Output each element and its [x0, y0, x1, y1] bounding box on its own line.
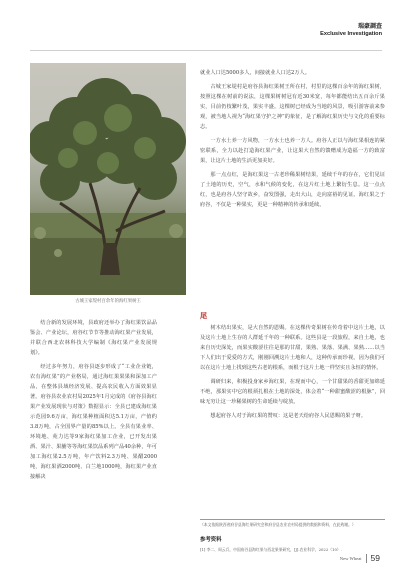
- references-heading: 参考资料: [200, 537, 222, 543]
- right-column-intro: [200, 68, 385, 214]
- header-rule: [30, 50, 382, 51]
- body-paragraph: 想起府谷人对于海红果的赞叹：这是老天给府谷人民恩赐的果子呀。: [210, 413, 367, 419]
- body-paragraph: 就业人口达5000多人，间接就业人口达2万人。: [200, 70, 310, 76]
- photo-caption: 古城王家堤村百余年的海红果树王: [75, 299, 141, 304]
- body-paragraph: 那一点点红，是海红果这一古老珍稀果树结果，延续千年的存在，它们见证了土地的历史，空气，水和气候的变化，在这片红土地上繁衍生息。这一点点红，也是府谷人坚守故乡，奋发图强，走出大山，走向富裕的见证。海红果之于府谷，不仅是一种果实，更是一种精神的传承和延续。: [200, 172, 385, 208]
- body-paragraph: 经过多年努力，府谷县逐步形成了“工业企业链，农有海红果”的产业格局，通过海红果果果和深加工产品，在整体县域经济发展、提高农民收入方面效果显著。府谷县农业农村局2025年1月完成的《府谷县海红果产业发展现状与对策》数据显示：全县已建成海红果示范园9.6万亩，海红果种植面积达5.1万亩，产值约3.8万吨，占全国界产量的85%以上。全县有果业率、环境地、苑力达等9家海红果加工企业，已开发出果酒、果汁、果脯等等海红果饮品系列产品40余种，年可加工海红果2.5万吨，年产饮料2.3万吨、果醋2000吨，海红果酒2000吨、白兰地1000吨，海红果产业直接解决: [30, 364, 157, 480]
- body-paragraph: 调研归来，积极投身家乡海红果，在现而中心，一个甘甜果的香甜更加绵延不绝，那果实中它的根须扎根在土地的深处，体会着“一种甜蜜酸涩的根脉”，回味无穷让这一珍稀果树的生命延续与绽放。: [200, 379, 385, 405]
- section-label-en: Exclusive Investigation: [320, 30, 382, 37]
- magazine-name: New Wheat: [339, 555, 362, 561]
- reference-item: [1] 李二、周云兵，中国府谷县海红果与西北果果研究，[J].农业科学，2022（10）.: [200, 547, 342, 552]
- footnote: （本文依据陕西省府谷县海红果研究会和府谷县农业农村局提供的数据和资料，在此致谢。）: [200, 522, 356, 527]
- body-paragraph: 结合新的发展环境，县政府还举办了海红果饮品品鉴会、产业论坛，府谷红节节等推动海红果产业发展，并联合西北农林科技大学编制《海红果产业发展规划》。: [30, 320, 157, 356]
- body-paragraph: 一方水土养一方风物，一方水土也养一方人。府谷人正以与海红果相连的紧密联系，全力以赴打造海红果产业，让这果大自然的馈赠成为造福一方的致富果，让这片土地的生活更加美好。: [200, 138, 385, 164]
- body-paragraph: 古城王家堤村是府谷县海红果树王所在村，村里的这棵百余年的海红果树，按照这棵在树前的说法，这棵果树树冠有近30米宽，每年都能结出五百余斤果实，目前仍枝繁叶茂，果实丰盛。这棵树已经成为当地的风景，吸引游客前来参观，被当地人视为“海红果守护之神”的象征，是了解海红果历史与文化的重要标志。: [200, 84, 385, 130]
- section-label-cn: 瑞豪調查: [357, 23, 382, 30]
- tree-photo: [30, 63, 186, 295]
- right-column-outro: [200, 323, 385, 425]
- page-header: [320, 24, 382, 37]
- page-footer: [340, 553, 380, 563]
- section-heading: 尾: [200, 312, 207, 320]
- left-column: [30, 318, 157, 486]
- page-number: 59: [370, 553, 380, 563]
- footer-divider: [366, 554, 367, 563]
- footnote-rule: [200, 519, 385, 520]
- body-paragraph: 树木结出果实，是大自然的恩赐。在这棵传奇果树在传奇着中这片土地，以及这片土地上生存的人群延千年的一种联系。这些县是一段旅程，来自土地，也来自历史深处，而果实酸涩往往是那的甘甜，果熟、果落、果满、果熟……以当下人们出于爱爱的方式，刚刚回溯这片土地和人，这种传承而珍视。因为我们可以在这片土地上找到这些古老的根系，而根于这片土地一样坚实且永恒的情怀。: [200, 325, 385, 371]
